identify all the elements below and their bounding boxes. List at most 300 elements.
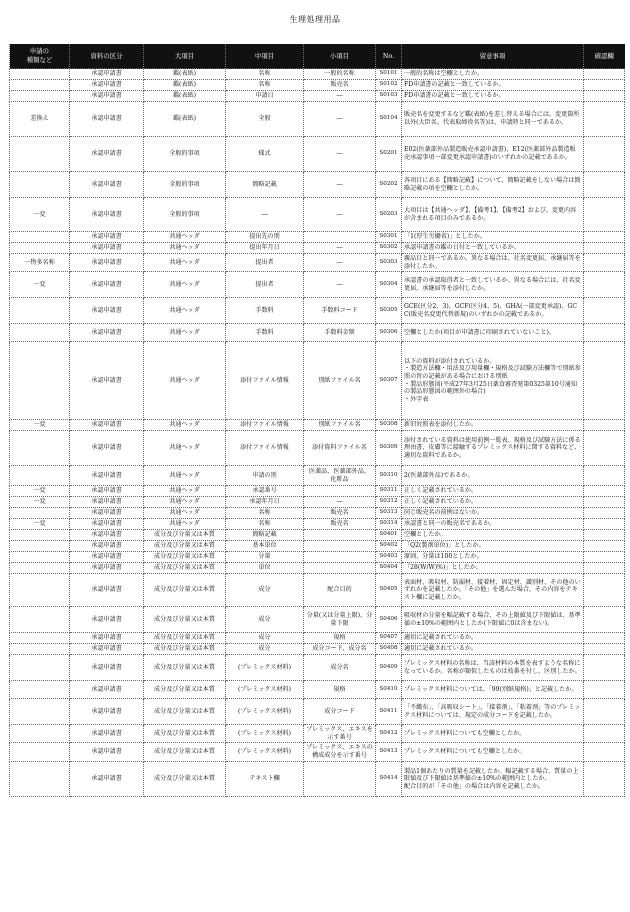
row-note: 承認書と同一の販売名であるか。 (402, 519, 584, 530)
row-document: 承認申請書 (70, 574, 144, 607)
row-note: 吸収材の分量を幅記載する場合、その上限値及び下限値は、基準値の±10%の範囲内としたか(下限値に0は含まない)。 (402, 607, 584, 633)
row-number: S0407 (376, 633, 402, 644)
row-middle-item: 分量 (226, 552, 304, 563)
row-document: 承認申請書 (70, 172, 144, 198)
row-minor-item (304, 563, 376, 574)
header-major-item: 大項目 (144, 44, 226, 69)
row-number: S0309 (376, 431, 402, 466)
table-row (10, 743, 625, 762)
row-middle-item: 添付ファイル情報 (226, 431, 304, 466)
table-row (10, 699, 625, 725)
row-minor-item (304, 232, 376, 243)
row-major-item: 全般的事項 (144, 198, 226, 232)
table-row (10, 681, 625, 699)
check-cell[interactable] (584, 655, 625, 681)
header-middle-item: 中項目 (226, 44, 304, 69)
row-number: S0304 (376, 272, 402, 298)
row-major-item: 共通ヘッダ (144, 486, 226, 497)
row-note: 表面材、吸収材、防漏材、接着材、固定材、識別材、その他のいずれかを記載したか。「その他」を選んだ場合、その内容をテキスト欄に記載したか。 (402, 574, 584, 607)
row-category (10, 563, 70, 574)
row-note: プレミックス材料についても空欄としたか。 (402, 725, 584, 743)
row-major-item: 共通ヘッダ (144, 497, 226, 508)
check-cell[interactable] (584, 519, 625, 530)
row-number: S0101 (376, 69, 402, 80)
row-middle-item: 申請日 (226, 91, 304, 102)
row-major-item: 共通ヘッダ (144, 420, 226, 431)
check-cell[interactable] (584, 725, 625, 743)
check-cell[interactable] (584, 541, 625, 552)
row-minor-item (304, 552, 376, 563)
header-category: 申請の 種類など (10, 44, 70, 69)
row-number: S0202 (376, 172, 402, 198)
row-middle-item: 申請の別 (226, 466, 304, 486)
row-minor-item (304, 530, 376, 541)
row-document: 承認申請書 (70, 298, 144, 324)
row-document: 承認申請書 (70, 254, 144, 272)
table-row (10, 420, 625, 431)
row-number: S0310 (376, 466, 402, 486)
row-major-item: 鑑(表紙) (144, 69, 226, 80)
row-minor-item: 別紙ファイル名 (304, 420, 376, 431)
row-number: S0308 (376, 420, 402, 431)
row-major-item: 共通ヘッダ (144, 466, 226, 486)
check-cell[interactable] (584, 508, 625, 519)
row-category (10, 644, 70, 655)
row-middle-item: 成分 (226, 644, 304, 655)
row-middle-item: 成分 (226, 633, 304, 644)
row-category (10, 80, 70, 91)
checklist-table (9, 44, 625, 797)
check-cell[interactable] (584, 574, 625, 607)
row-document: 承認申請書 (70, 342, 144, 420)
row-category: 一変 (10, 420, 70, 431)
page-title: 生理処理用品 (289, 15, 341, 24)
table-row (10, 172, 625, 198)
row-middle-item: (プレミックス材料) (226, 655, 304, 681)
row-major-item: 共通ヘッダ (144, 508, 226, 519)
table-row (10, 324, 625, 342)
check-cell[interactable] (584, 762, 625, 797)
table-row (10, 530, 625, 541)
row-middle-item: 名称 (226, 80, 304, 91)
row-document: 承認申請書 (70, 80, 144, 91)
check-cell[interactable] (584, 681, 625, 699)
row-major-item: 成分及び分量又は本質 (144, 699, 226, 725)
row-note: 適切に記載されているか。 (402, 644, 584, 655)
row-category (10, 243, 70, 254)
row-document: 承認申請書 (70, 431, 144, 466)
row-middle-item: 添付ファイル情報 (226, 342, 304, 420)
row-category (10, 530, 70, 541)
header-row (10, 44, 625, 69)
row-category: 一変 (10, 272, 70, 298)
row-major-item: 成分及び分量又は本質 (144, 633, 226, 644)
row-major-item: 共通ヘッダ (144, 272, 226, 298)
table-row (10, 655, 625, 681)
table-row (10, 497, 625, 508)
row-category (10, 574, 70, 607)
row-major-item: 全般的事項 (144, 137, 226, 172)
row-minor-item: ― (304, 254, 376, 272)
row-document: 承認申請書 (70, 519, 144, 530)
check-cell[interactable] (584, 530, 625, 541)
table-row (10, 243, 625, 254)
row-document: 承認申請書 (70, 563, 144, 574)
row-number: S0102 (376, 80, 402, 91)
row-document: 承認申請書 (70, 508, 144, 519)
row-document: 承認申請書 (70, 497, 144, 508)
row-minor-item: 手数料コード (304, 298, 376, 324)
row-note: 一般的名称は空欄としたか。 (402, 69, 584, 80)
row-major-item: 成分及び分量又は本質 (144, 655, 226, 681)
row-number: S0414 (376, 762, 402, 797)
row-middle-item: 簡略記載 (226, 530, 304, 541)
row-major-item: 鑑(表紙) (144, 91, 226, 102)
row-major-item: 成分及び分量又は本質 (144, 725, 226, 743)
row-minor-item (304, 486, 376, 497)
row-document: 承認申請書 (70, 552, 144, 563)
header-notes: 留意事項 (402, 44, 584, 69)
row-number: S0302 (376, 243, 402, 254)
row-document: 承認申請書 (70, 655, 144, 681)
table-row (10, 137, 625, 172)
row-note: 適切に記載されているか。 (402, 633, 584, 644)
row-middle-item: 承認番号 (226, 486, 304, 497)
row-document: 承認申請書 (70, 681, 144, 699)
row-middle-item: 全般 (226, 102, 304, 137)
row-note: 正しく記載されているか。 (402, 497, 584, 508)
row-category (10, 232, 70, 243)
row-category (10, 655, 70, 681)
row-number: S0307 (376, 342, 402, 420)
row-middle-item: 簡略記載 (226, 172, 304, 198)
row-document: 承認申請書 (70, 232, 144, 243)
row-category (10, 699, 70, 725)
check-cell[interactable] (584, 254, 625, 272)
row-major-item: 成分及び分量又は本質 (144, 743, 226, 762)
check-cell[interactable] (584, 644, 625, 655)
row-minor-item: 添付資料ファイル名 (304, 431, 376, 466)
row-minor-item: プレミックス、エキスの構成成分を示す番号 (304, 743, 376, 762)
row-major-item: 共通ヘッダ (144, 431, 226, 466)
row-minor-item: 一般的名称 (304, 69, 376, 80)
row-document: 承認申請書 (70, 243, 144, 254)
row-category: 一変 (10, 198, 70, 232)
row-document: 承認申請書 (70, 725, 144, 743)
check-cell[interactable] (584, 198, 625, 232)
row-minor-item: 別紙ファイル名 (304, 342, 376, 420)
row-minor-item: 販売名 (304, 508, 376, 519)
row-number: S0413 (376, 743, 402, 762)
check-cell[interactable] (584, 298, 625, 324)
row-minor-item (304, 541, 376, 552)
row-document: 承認申請書 (70, 420, 144, 431)
row-document: 承認申請書 (70, 69, 144, 80)
row-number: S0403 (376, 552, 402, 563)
row-document: 承認申請書 (70, 633, 144, 644)
row-middle-item: テキスト欄 (226, 762, 304, 797)
row-major-item: 成分及び分量又は本質 (144, 644, 226, 655)
row-number: S0301 (376, 232, 402, 243)
row-note: 承認書の承認取得者と一致しているか。異なる場合には、社名変更届、承継届等を添付したか。 (402, 272, 584, 298)
row-number: S0408 (376, 644, 402, 655)
row-note: 原則、分量は100としたか。 (402, 552, 584, 563)
check-cell[interactable] (584, 420, 625, 431)
row-minor-item: 配合目的 (304, 574, 376, 607)
row-note: E02(医薬部外品製造販売承認申請書)、E12(医薬部外品製造販売承認事項一部変更承認申請書)のいずれかの記載であるか。 (402, 137, 584, 172)
row-number: S0412 (376, 725, 402, 743)
row-middle-item: ― (226, 198, 304, 232)
row-major-item: 鑑(表紙) (144, 80, 226, 91)
row-category: 差換え (10, 102, 70, 137)
row-note: 空欄としたか(項目が申請書に印刷されていないこと)。 (402, 324, 584, 342)
row-category (10, 725, 70, 743)
row-major-item: 共通ヘッダ (144, 243, 226, 254)
row-document: 承認申請書 (70, 699, 144, 725)
table-row (10, 198, 625, 232)
row-major-item: 全般的事項 (144, 172, 226, 198)
row-document: 承認申請書 (70, 272, 144, 298)
row-major-item: 成分及び分量又は本質 (144, 563, 226, 574)
check-cell[interactable] (584, 431, 625, 466)
row-note: 同じ販売名の前例はないか。 (402, 508, 584, 519)
row-number: S0311 (376, 486, 402, 497)
row-category (10, 172, 70, 198)
row-category (10, 342, 70, 420)
row-number: S0405 (376, 574, 402, 607)
header-document: 資料の区分 (70, 44, 144, 69)
row-major-item: 成分及び分量又は本質 (144, 574, 226, 607)
row-major-item: 共通ヘッダ (144, 254, 226, 272)
table-row (10, 342, 625, 420)
check-cell[interactable] (584, 563, 625, 574)
row-major-item: 共通ヘッダ (144, 232, 226, 243)
row-note: 新旧対照表を添付したか。 (402, 420, 584, 431)
check-cell[interactable] (584, 137, 625, 172)
row-minor-item: 販売名 (304, 519, 376, 530)
table-row (10, 644, 625, 655)
check-cell[interactable] (584, 552, 625, 563)
row-middle-item: 成分 (226, 574, 304, 607)
row-note: 空欄としたか。 (402, 530, 584, 541)
row-note: 製品1個あたりの質量を記載したか。幅記載する場合、質量の上限値及び下限値は基準値の±10%の範囲内としたか。 配合目的が「その他」の場合は内容を記載したか。 (402, 762, 584, 797)
row-category (10, 431, 70, 466)
row-major-item: 成分及び分量又は本質 (144, 541, 226, 552)
row-minor-item: 医薬品、医薬部外品、化粧品 (304, 466, 376, 486)
row-minor-item: 規格 (304, 633, 376, 644)
row-number: S0313 (376, 508, 402, 519)
table-row (10, 519, 625, 530)
table-row (10, 254, 625, 272)
row-minor-item: ― (304, 137, 376, 172)
table-row (10, 633, 625, 644)
table-row (10, 431, 625, 466)
row-minor-item: ― (304, 243, 376, 254)
row-middle-item: 単位 (226, 563, 304, 574)
row-number: S0303 (376, 254, 402, 272)
row-category: 一変 (10, 497, 70, 508)
row-note: プレミックス材料の名称は、当該材料の本質を表すような名称になっているか。名称が類似したものは枝番を付し、区別したか。 (402, 655, 584, 681)
table-row (10, 298, 625, 324)
row-note: 大項目は【共通ヘッダ】、【備考1】、【備考2】および、変更内容が含まれる項目のみであるか。 (402, 198, 584, 232)
row-minor-item: 手数料金額 (304, 324, 376, 342)
check-cell[interactable] (584, 466, 625, 486)
table-row (10, 552, 625, 563)
row-minor-item: ― (304, 172, 376, 198)
row-document: 承認申請書 (70, 541, 144, 552)
table-row (10, 762, 625, 797)
row-minor-item: 成分コード、成分名 (304, 644, 376, 655)
row-document: 承認申請書 (70, 137, 144, 172)
check-cell[interactable] (584, 69, 625, 80)
check-cell[interactable] (584, 324, 625, 342)
row-major-item: 成分及び分量又は本質 (144, 530, 226, 541)
row-middle-item: 名称 (226, 519, 304, 530)
row-number: S0404 (376, 563, 402, 574)
row-minor-item: プレミックス、エキスを示す番号 (304, 725, 376, 743)
row-major-item: 鑑(表紙) (144, 102, 226, 137)
row-document: 承認申請書 (70, 762, 144, 797)
row-middle-item: 提出者 (226, 254, 304, 272)
row-minor-item: ― (304, 91, 376, 102)
row-number: S0312 (376, 497, 402, 508)
check-cell[interactable] (584, 243, 625, 254)
table-row (10, 541, 625, 552)
row-major-item: 共通ヘッダ (144, 342, 226, 420)
table-row (10, 563, 625, 574)
check-cell[interactable] (584, 232, 625, 243)
row-document: 承認申請書 (70, 644, 144, 655)
row-document: 承認申請書 (70, 607, 144, 633)
row-category (10, 541, 70, 552)
check-cell[interactable] (584, 743, 625, 762)
table-row (10, 80, 625, 91)
row-note: プレミックス材料についても空欄としたか。 (402, 743, 584, 762)
row-number: S0409 (376, 655, 402, 681)
row-number: S0314 (376, 519, 402, 530)
row-note: 各項目にある【簡略記載】について、簡略記載をしない場合は簡略記載の項を空欄としたか。 (402, 172, 584, 198)
row-number: S0406 (376, 607, 402, 633)
row-middle-item: 成分 (226, 607, 304, 633)
check-cell[interactable] (584, 172, 625, 198)
row-minor-item (304, 762, 376, 797)
row-category (10, 681, 70, 699)
row-category (10, 69, 70, 80)
row-note: 販売名を変更するなど鑑(表紙)を差し替える場合には、変更箇所以外(大臣名、代表取締役名等)は、申請時と同一であるか。 (402, 102, 584, 137)
row-note: GCE(区分2、3)、GCF(区分4、5)、GHA(一部変更承認)、GCC(販売名変更代替新規)のいずれかの記載であるか。 (402, 298, 584, 324)
row-note: プレミックス材料については、「99(別紙規格)」と記載したか。 (402, 681, 584, 699)
row-category (10, 743, 70, 762)
table-row (10, 574, 625, 607)
row-category (10, 324, 70, 342)
row-category (10, 633, 70, 644)
row-note: 「1(厚生労働省)」としたか。 (402, 232, 584, 243)
row-document: 承認申請書 (70, 530, 144, 541)
check-cell[interactable] (584, 91, 625, 102)
row-note: 親品目と同一であるか。異なる場合は、社名変更届、承継届等を添付したか。 (402, 254, 584, 272)
row-number: S0305 (376, 298, 402, 324)
check-cell[interactable] (584, 699, 625, 725)
row-major-item: 共通ヘッダ (144, 298, 226, 324)
row-major-item: 成分及び分量又は本質 (144, 607, 226, 633)
check-cell[interactable] (584, 272, 625, 298)
table-row (10, 272, 625, 298)
row-category (10, 298, 70, 324)
row-note: 2(医薬部外品)であるか。 (402, 466, 584, 486)
check-cell[interactable] (584, 497, 625, 508)
row-category: 一変 (10, 519, 70, 530)
check-cell[interactable] (584, 633, 625, 644)
row-note: 「不織布」、「高吸収シート」、「接着剤」、「粘着剤」等のプレミックス材料については、規定の成分コードを記載したか。 (402, 699, 584, 725)
row-number: S0402 (376, 541, 402, 552)
row-note: 正しく記載されているか。 (402, 486, 584, 497)
row-middle-item: 名称 (226, 508, 304, 519)
row-major-item: 成分及び分量又は本質 (144, 552, 226, 563)
row-number: S0306 (376, 324, 402, 342)
row-middle-item: 提出先の別 (226, 232, 304, 243)
check-cell[interactable] (584, 342, 625, 420)
row-document: 承認申請書 (70, 91, 144, 102)
check-cell[interactable] (584, 486, 625, 497)
check-cell[interactable] (584, 607, 625, 633)
row-minor-item: 販売名 (304, 80, 376, 91)
header-minor-item: 小項目 (304, 44, 376, 69)
row-category (10, 552, 70, 563)
row-number: S0401 (376, 530, 402, 541)
row-category (10, 508, 70, 519)
row-category (10, 137, 70, 172)
row-number: S0410 (376, 681, 402, 699)
row-minor-item: ― (304, 272, 376, 298)
row-number: S0201 (376, 137, 402, 172)
row-document: 承認申請書 (70, 486, 144, 497)
row-number: S0104 (376, 102, 402, 137)
row-document: 承認申請書 (70, 743, 144, 762)
table-row (10, 466, 625, 486)
row-note: 以下の資料が添付されているか。 ・製造方法欄・用法及び用量欄・規格及び試験方法欄等で別紙参照の旨の記載がある場合における別紙 ・製品形態図(平成27年3月25日薬食審査発第0325第10号通知の製品形態図の範囲外の場合) ・外字表 (402, 342, 584, 420)
row-middle-item: 名称 (226, 69, 304, 80)
row-note: 承認申請書の鑑の日付と一致しているか。 (402, 243, 584, 254)
check-cell[interactable] (584, 80, 625, 91)
row-number: S0203 (376, 198, 402, 232)
row-middle-item: 添付ファイル情報 (226, 420, 304, 431)
table-row (10, 607, 625, 633)
row-document: 承認申請書 (70, 102, 144, 137)
row-major-item: 共通ヘッダ (144, 324, 226, 342)
table-row (10, 102, 625, 137)
table-row (10, 91, 625, 102)
row-major-item: 共通ヘッダ (144, 519, 226, 530)
row-document: 承認申請書 (70, 466, 144, 486)
row-major-item: 成分及び分量又は本質 (144, 681, 226, 699)
row-note: 「Q2(製剤単位)」としたか。 (402, 541, 584, 552)
row-document: 承認申請書 (70, 324, 144, 342)
row-minor-item: ― (304, 102, 376, 137)
row-middle-item: 手数料 (226, 324, 304, 342)
row-document: 承認申請書 (70, 198, 144, 232)
row-number: S0103 (376, 91, 402, 102)
row-category (10, 91, 70, 102)
row-category (10, 607, 70, 633)
check-cell[interactable] (584, 102, 625, 137)
row-category: 一物多名称 (10, 254, 70, 272)
row-minor-item: 分量(又は分量上限)、分量下限 (304, 607, 376, 633)
table-row (10, 69, 625, 80)
row-note: 「28(W/W)%)」としたか。 (402, 563, 584, 574)
row-middle-item: (プレミックス材料) (226, 681, 304, 699)
row-category: 一変 (10, 486, 70, 497)
row-minor-item: ― (304, 497, 376, 508)
